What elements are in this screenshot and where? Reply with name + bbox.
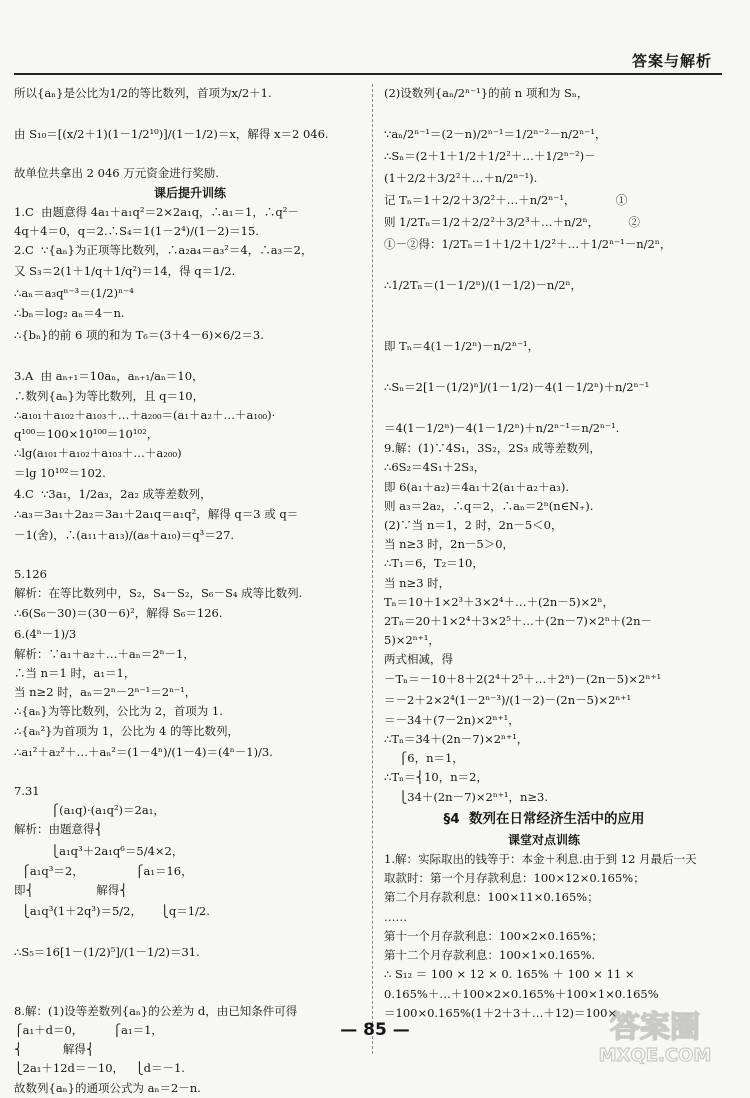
- text-line: －Tₙ＝－10＋8＋2(2⁴＋2⁵＋…＋2ⁿ)－(2n－5)×2ⁿ⁺¹: [384, 671, 662, 686]
- text-line: ∴6(S₆－30)＝(30－6)²，解得 S₆＝126.: [14, 605, 223, 620]
- text-line: ∴Sₙ＝(2＋1＋1/2＋1/2²＋…＋1/2ⁿ⁻²)－: [384, 149, 596, 164]
- text-line: ∴S₅＝16[1－(1/2)⁵]/(1－1/2)＝31.: [14, 945, 200, 960]
- chapter-title: §4 数列在日常经济生活中的应用: [443, 810, 645, 827]
- text-line: 8.解：(1)设等差数列{aₙ}的公差为 d，由已知条件可得: [14, 1003, 298, 1018]
- text-line: 当 n≥3 时，2n－5＞0，: [384, 537, 515, 552]
- section-heading: 课后提升训练: [153, 185, 226, 200]
- text-line: ⎩a₁q³＋2a₁q⁶＝5/4×2，: [14, 843, 184, 858]
- text-line: 第二个月存款利息：100×11×0.165%；: [384, 890, 599, 905]
- text-line: 则 1/2Tₙ＝1/2＋2/2²＋3/2³＋…＋n/2ⁿ， ②: [384, 215, 640, 230]
- text-line: [384, 357, 704, 376]
- text-line: 4q＋4＝0，q＝2.∴S₄＝1(1－2⁴)/(1－2)＝15.: [14, 224, 259, 239]
- text-line: [14, 922, 366, 941]
- text-line: 解析：在等比数列中，S₂，S₄－S₂，S₆－S₄ 成等比数列.: [14, 586, 303, 601]
- text-line: ∴Sₙ＝2[1－(1/2)ⁿ]/(1－1/2)－4(1－1/2ⁿ)＋n/2ⁿ⁻¹: [384, 380, 650, 395]
- text-line: ∴lg(a₁₀₁＋a₁₀₂＋a₁₀₃＋…＋a₂₀₀): [14, 446, 182, 461]
- header-rule: [14, 73, 722, 75]
- text-line: 由 S₁₀＝[(x/2＋1)(1－1/2¹⁰)]/(1－1/2)＝x，解得 x＝2 046.: [14, 127, 329, 142]
- text-line: ＝－34＋(7－2n)×2ⁿ⁺¹，: [384, 712, 520, 727]
- watermark-line1: 答案圈: [610, 1010, 700, 1045]
- text-line: 解析：由题意得⎨: [14, 822, 104, 837]
- text-line: 第十二个月存款利息：100×1×0.165%.: [384, 948, 596, 963]
- text-line: ∴a₁²＋a₂²＋…＋aₙ²＝(1－4ⁿ)/(1－4)＝(4ⁿ－1)/3.: [14, 744, 273, 759]
- text-line: ∴T₁＝6，T₂＝10，: [384, 556, 484, 571]
- text-line: [14, 546, 366, 565]
- text-line: Tₙ＝10＋1×2³＋3×2⁴＋…＋(2n－5)×2ⁿ，: [384, 594, 614, 609]
- text-line: ⎧a₁＋d＝0， ⎧a₁＝1，: [14, 1022, 163, 1037]
- watermark-line2: MXQE.COM: [598, 1045, 712, 1066]
- text-line: ……: [384, 909, 407, 924]
- text-line: 两式相减，得: [384, 652, 453, 667]
- text-line: 故数列{aₙ}的通项公式为 aₙ＝2－n.: [14, 1080, 201, 1095]
- text-line: 3.A 由 aₙ₊₁＝10aₙ，aₙ₊₁/aₙ＝10，: [14, 368, 204, 383]
- text-line: ∴{bₙ}的前 6 项的和为 T₆＝(3＋4－6)×6/2＝3.: [14, 327, 264, 342]
- text-line: ＝lg 10¹⁰²＝102.: [14, 465, 106, 480]
- text-line: 7.31: [14, 784, 40, 799]
- text-line: ∴{aₙ²}为首项为 1，公比为 4 的等比数列，: [14, 723, 239, 738]
- text-line: ⎧a₁q³＝2， ⎧a₁＝16，: [14, 863, 193, 878]
- text-line: 2.C ∵{aₙ}为正项等比数列，∴a₂a₄＝a₃²＝4，∴a₃＝2，: [14, 243, 313, 258]
- text-line: [384, 398, 704, 417]
- text-line: ∴Tₙ＝34＋(2n－7)×2ⁿ⁺¹，: [384, 732, 529, 747]
- text-line: 所以{aₙ}是公比为1/2的等比数列，首项为x/2＋1.: [14, 86, 272, 100]
- text-line: 1.解：实际取出的钱等于：本金＋利息.由于到 12 月最后一天: [384, 852, 697, 867]
- text-line: [384, 104, 704, 123]
- text-line: 6.(4ⁿ－1)/3: [14, 626, 77, 641]
- text-line: ∴Tₙ＝⎨10，n＝2，: [384, 770, 488, 785]
- text-line: 当 n≥3 时，: [384, 575, 451, 590]
- text-line: 记 Tₙ＝1＋2/2＋3/2²＋…＋n/2ⁿ⁻¹， ①: [384, 193, 628, 208]
- left-column: [14, 82, 366, 1098]
- text-line: ＝4(1－1/2ⁿ)－4(1－1/2ⁿ)＋n/2ⁿ⁻¹＝n/2ⁿ⁻¹.: [384, 421, 620, 436]
- text-line: [384, 296, 704, 315]
- text-line: 0.165%＋…＋100×2×0.165%＋100×1×0.165%: [384, 986, 659, 1001]
- watermark-logo: [570, 1005, 740, 1067]
- text-line: ⎩2a₁＋12d＝－10， ⎩d＝－1.: [14, 1061, 185, 1076]
- text-line: ∴a₃＝3a₁＋2a₂＝3a₁＋2a₁q＝a₁q²，解得 q＝3 或 q＝: [14, 506, 299, 521]
- text-line: ∴bₙ＝log₂ aₙ＝4－n.: [14, 306, 125, 321]
- text-line: 取款时：第一个月存款利息：100×12×0.165%；: [384, 871, 645, 886]
- text-line: 1.C 由题意得 4a₁＋a₁q²＝2×2a₁q，∴a₁＝1，∴q²－: [14, 204, 299, 219]
- page-number: — 85 —: [340, 1020, 410, 1040]
- text-line: ∴1/2Tₙ＝(1－1/2ⁿ)/(1－1/2)－n/2ⁿ，: [384, 278, 582, 293]
- text-line: ∴ S₁₂ ＝ 100 × 12 × 0. 165% ＋ 100 × 11 ×: [384, 967, 635, 982]
- text-line: [14, 145, 366, 164]
- text-line: ＝100×0.165%(1＋2＋3＋…＋12)＝100×: [384, 1005, 618, 1020]
- text-line: [384, 316, 704, 335]
- text-line: ⎩34＋(2n－7)×2ⁿ⁺¹，n≥3.: [384, 789, 549, 804]
- text-line: ⎩a₁q³(1＋2q³)＝5/2， ⎩q＝1/2.: [14, 904, 210, 919]
- section-heading: 课堂对点训练: [507, 832, 580, 847]
- text-line: ＝－2＋2×2⁴(1－2ⁿ⁻³)/(1－2)－(2n－5)×2ⁿ⁺¹: [384, 692, 632, 707]
- text-line: ∴6S₂＝4S₁＋2S₃，: [384, 460, 486, 475]
- text-line: 故单位共拿出 2 046 万元资金进行奖励.: [14, 166, 219, 181]
- text-line: ∵aₙ/2ⁿ⁻¹＝(2－n)/2ⁿ⁻¹＝1/2ⁿ⁻²－n/2ⁿ⁻¹，: [384, 127, 607, 142]
- text-line: ⎨ 解得⎨: [14, 1042, 95, 1057]
- text-line: 又 S₃＝2(1＋1/q＋1/q²)＝14，得 q＝1/2.: [14, 264, 236, 279]
- text-line: [14, 963, 366, 982]
- text-line: 解析：∵a₁＋a₂＋…＋aₙ＝2ⁿ－1，: [14, 646, 195, 661]
- right-column: [384, 82, 704, 1023]
- text-line: [14, 763, 366, 782]
- text-line: 5.126: [14, 567, 47, 582]
- text-line: (2)∵当 n＝1，2 时，2n－5＜0，: [384, 518, 563, 533]
- text-line: [14, 104, 366, 123]
- header-title: 答案与解析: [631, 52, 712, 70]
- text-line: 即 6(a₁＋a₂)＝4a₁＋2(a₁＋a₂＋a₃).: [384, 479, 570, 494]
- text-line: 5)×2ⁿ⁺¹，: [384, 633, 440, 648]
- text-line: ∴a₁₀₁＋a₁₀₂＋a₁₀₃＋…＋a₂₀₀＝(a₁＋a₂＋…＋a₁₀₀)·: [14, 408, 276, 423]
- text-line: ∴{aₙ}为等比数列，公比为 2，首项为 1.: [14, 704, 223, 719]
- text-line: 即 Tₙ＝4(1－1/2ⁿ)－n/2ⁿ⁻¹，: [384, 338, 540, 353]
- text-line: (2)设数列{aₙ/2ⁿ⁻¹}的前 n 项和为 Sₙ，: [384, 86, 589, 100]
- text-line: [14, 983, 366, 1002]
- text-line: 则 a₃＝2a₂，∴q＝2，∴aₙ＝2ⁿ(n∈N₊).: [384, 498, 594, 513]
- text-line: ∴aₙ＝a₃qⁿ⁻³＝(1/2)ⁿ⁻⁴: [14, 286, 134, 301]
- text-line: 2Tₙ＝20＋1×2⁴＋3×2⁵＋…＋(2n－7)×2ⁿ＋(2n－: [384, 614, 653, 629]
- text-line: [384, 255, 704, 274]
- text-line: ∴当 n＝1 时，a₁＝1，: [14, 666, 136, 681]
- text-line: 即⎨ 解得⎨: [14, 882, 128, 897]
- text-line: ⎧(a₁q)·(a₁q²)＝2a₁，: [14, 803, 165, 818]
- text-line: (1＋2/2＋3/2²＋…＋n/2ⁿ⁻¹).: [384, 171, 538, 186]
- text-line: －1(舍)，∴(a₁₁＋a₁₃)/(a₈＋a₁₀)＝q³＝27.: [14, 528, 235, 543]
- text-line: ∴数列{aₙ}为等比数列，且 q＝10，: [14, 388, 205, 403]
- text-line: ⎧6，n＝1，: [384, 751, 464, 766]
- text-line: [14, 346, 366, 365]
- page-header: [0, 0, 750, 80]
- column-divider: [372, 84, 373, 1054]
- text-line: 第十一个月存款利息：100×2×0.165%；: [384, 928, 603, 943]
- text-line: 4.C ∵3a₁，1/2a₃，2a₂ 成等差数列，: [14, 486, 212, 501]
- text-line: 9.解：(1)∵4S₁，3S₂，2S₃ 成等差数列，: [384, 441, 601, 456]
- text-line: ①－②得：1/2Tₙ＝1＋1/2＋1/2²＋…＋1/2ⁿ⁻¹－n/2ⁿ，: [384, 237, 672, 252]
- text-line: q¹⁰⁰＝100×10¹⁰⁰＝10¹⁰²，: [14, 427, 159, 442]
- text-line: 当 n≥2 时，aₙ＝2ⁿ－2ⁿ⁻¹＝2ⁿ⁻¹，: [14, 685, 197, 700]
